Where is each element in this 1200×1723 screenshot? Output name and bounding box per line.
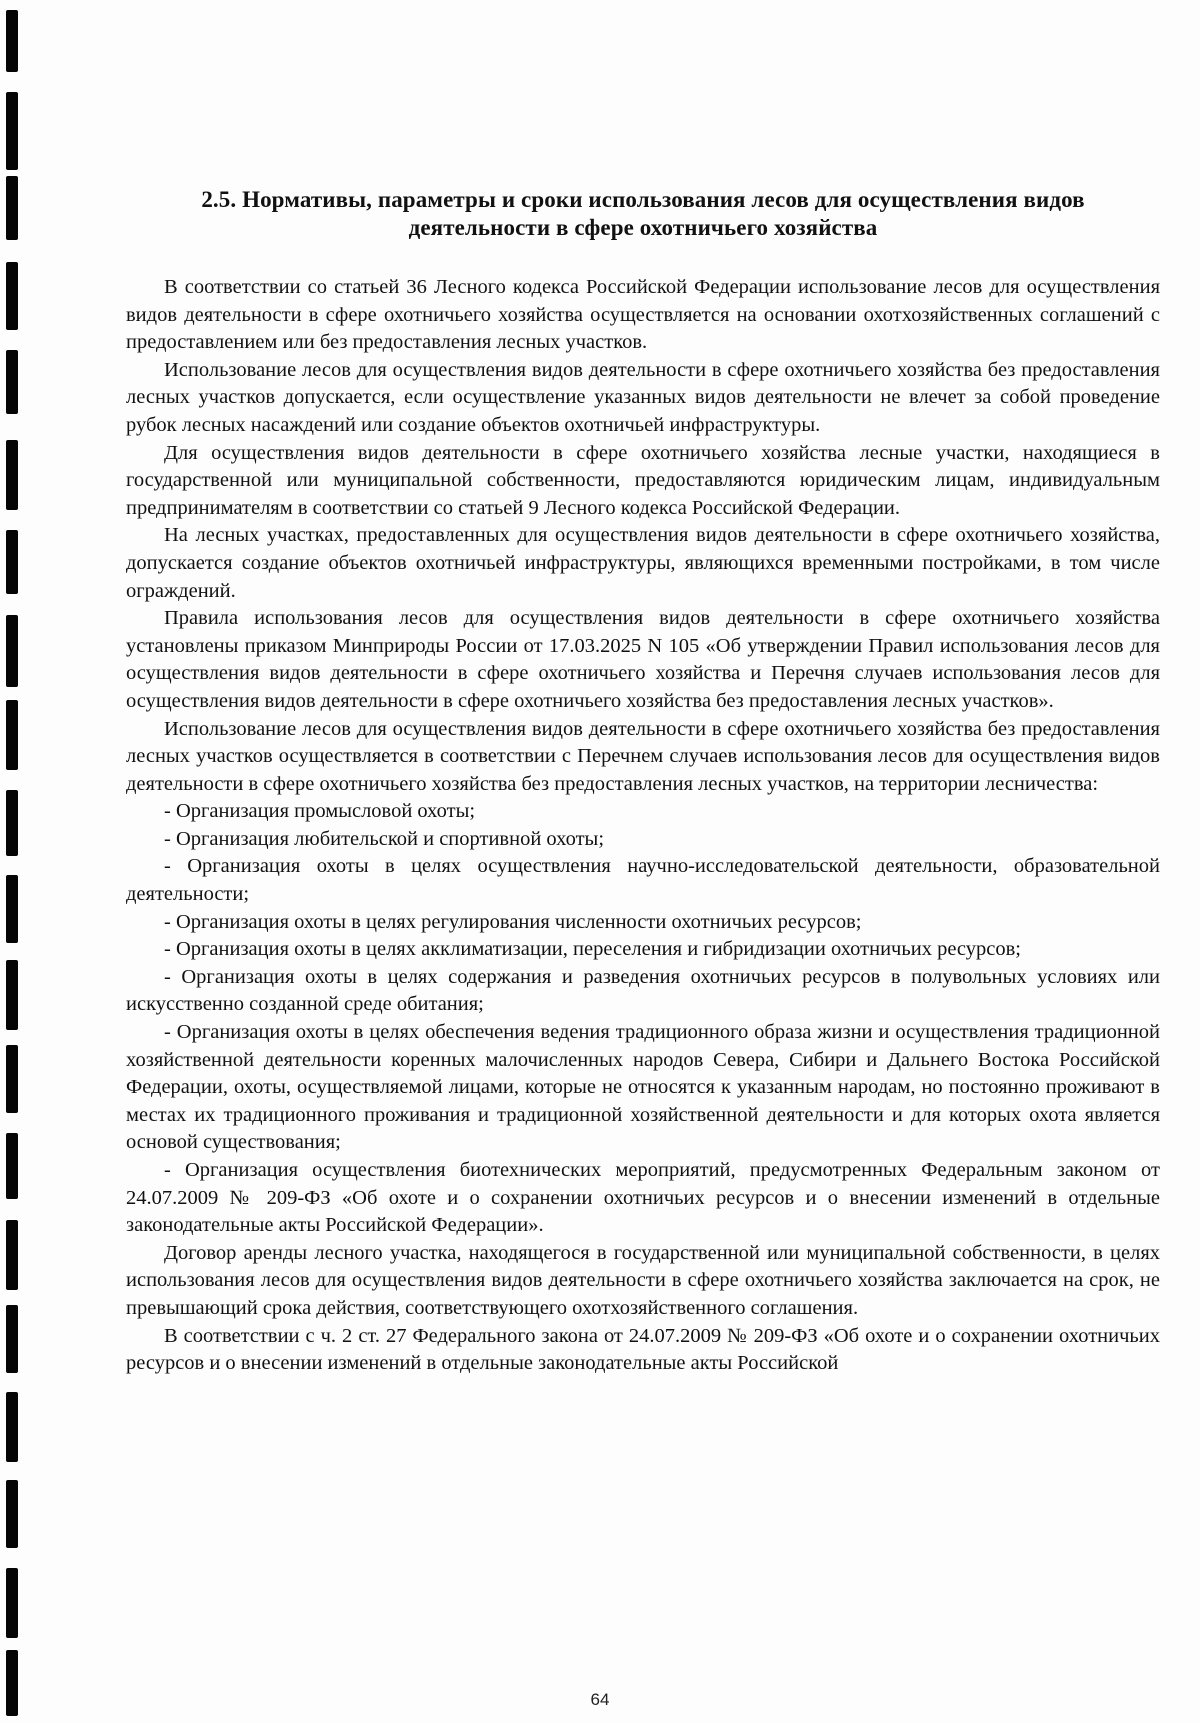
list-item: - Организация охоты в целях содержания и разведения охотничьих ресурсов в полувольных условиях или искусственно созданной среде обитания; [126, 965, 1160, 1016]
page-number: 64 [590, 1690, 610, 1709]
paragraph: Использование лесов для осуществления видов деятельности в сфере охотничьего хозяйства без предоставления лесных участков осуществляется в соответствии с Перечнем случаев использования лесов для осуществления видов деятельности в сфере охотничьего хозяйства без предоставления лесных участков, на территории лесничества: [126, 717, 1160, 795]
section-heading [126, 186, 1160, 242]
section-heading-line-1: 2.5. Нормативы, параметры и сроки использования лесов для осуществления видов [201, 187, 1085, 212]
document-body [126, 186, 1160, 1378]
list-item: - Организация осуществления биотехнических мероприятий, предусмотренных Федеральным законом от 24.07.2009 № 209-ФЗ «Об охоте и о сохранении охотничьих ресурсов и о внесении изменений в отдельные законодательные акты Российской Федерации». [126, 1159, 1160, 1237]
paragraph: Правила использования лесов для осуществления видов деятельности в сфере охотничьего хозяйства установлены приказом Минприроды России от 17.03.2025 N 105 «Об утверждении Правил использования лесов для осуществления видов деятельности в сфере охотничьего хозяйства и Перечня случаев использования лесов для осуществления видов деятельности в сфере охотничьего хозяйства без предоставления лесных участков». [126, 607, 1160, 712]
section-heading-line-2: деятельности в сфере охотничьего хозяйства [408, 215, 878, 240]
list-item: - Организация охоты в целях регулирования численности охотничьих ресурсов; [164, 910, 862, 933]
list-item: - Организация охоты в целях обеспечения ведения традиционного образа жизни и осуществления традиционной хозяйственной деятельности коренных малочисленных народов Севера, Сибири и Дальнего Востока Российской Федерации, охоты, осуществляемой лицами, которые не относятся к указанным народам, но постоянно проживают в местах их традиционного проживания и традиционной хозяйственной деятельности и для которых охота является основой существования; [126, 1021, 1160, 1154]
paragraph: Договор аренды лесного участка, находящегося в государственной или муниципальной собственности, в целях использования лесов для осуществления видов деятельности в сфере охотничьего хозяйства заключается на срок, не превышающий срока действия, соответствующего охотхозяйственного соглашения. [126, 1241, 1160, 1319]
list-item: - Организация промысловой охоты; [164, 800, 476, 823]
paragraph: В соответствии с ч. 2 ст. 27 Федерального закона от 24.07.2009 № 209-ФЗ «Об охоте и о сохранении охотничьих ресурсов и о внесении изменений в отдельные законодательные акты Российской [126, 1324, 1160, 1375]
binding-holes [2, 0, 22, 1723]
paragraph: Использование лесов для осуществления видов деятельности в сфере охотничьего хозяйства без предоставления лесных участков допускается, если осуществление указанных видов деятельности не влечет за собой проведение рубок лесных насаждений или создание объектов охотничьей инфраструктуры. [126, 358, 1160, 436]
paragraph: На лесных участках, предоставленных для осуществления видов деятельности в сфере охотничьего хозяйства, допускается создание объектов охотничьей инфраструктуры, являющихся временными постройками, в том числе ограждений. [126, 524, 1160, 602]
list-item: - Организация охоты в целях акклиматизации, переселения и гибридизации охотничьих ресурсов; [164, 938, 1021, 961]
paragraph: В соответствии со статьей 36 Лесного кодекса Российской Федерации использование лесов для осуществления видов деятельности в сфере охотничьего хозяйства осуществляется на основании охотхозяйственных соглашений с предоставлением или без предоставления лесных участков. [126, 276, 1160, 354]
list-item: - Организация охоты в целях осуществления научно-исследовательской деятельности, образовательной деятельности; [126, 855, 1160, 906]
paragraph: Для осуществления видов деятельности в сфере охотничьего хозяйства лесные участки, находящиеся в государственной или муниципальной собственности, предоставляются юридическим лицам, индивидуальным предпринимателям в соответствии со статьей 9 Лесного кодекса Российской Федерации. [126, 441, 1160, 519]
list-item: - Организация любительской и спортивной охоты; [164, 827, 605, 850]
